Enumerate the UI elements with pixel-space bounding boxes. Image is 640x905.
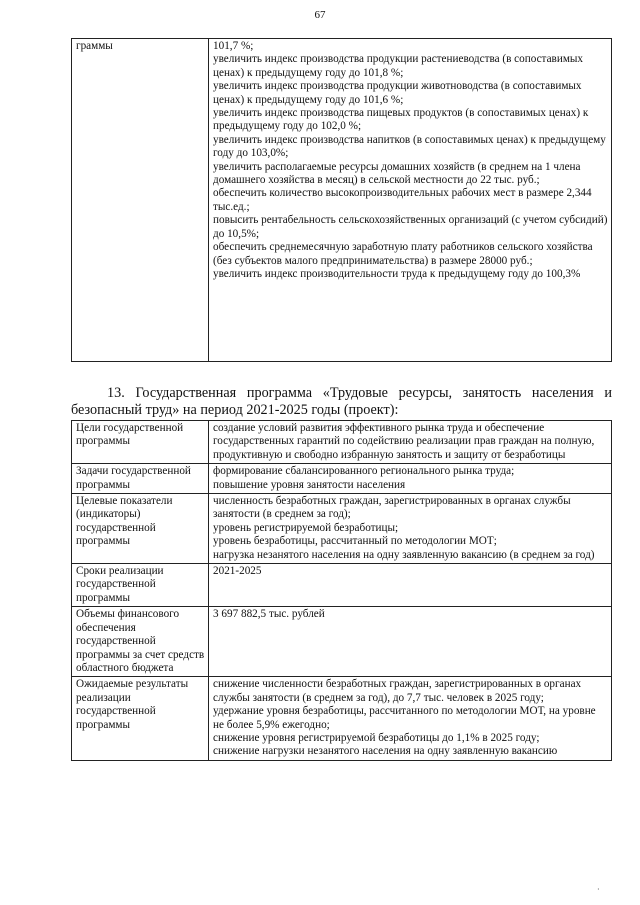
list-item: увеличить индекс производства продукции растениеводства (в сопоставимых ценах) к предыдущему году до 101,8 %; (213, 53, 584, 79)
list-item: создание условий развития эффективного рынка труда и обеспечение государственных гарантий по содействию реализации прав граждан на полную, продуктивную и свободно избранную занятость и защиту от безработицы (213, 422, 595, 461)
row-label-funding: Объемы финансового обеспечения государственной программы за счет средств областного бюджета (72, 607, 209, 677)
list-item: 3 697 882,5 тыс. рублей (213, 608, 325, 621)
list-item: увеличить индекс производства напитков (в сопоставимых ценах) к предыдущему году до 103,0%; (213, 133, 606, 160)
row-content-funding (209, 607, 612, 677)
list-item: обеспечить среднемесячную заработную плату работников сельского хозяйства (без субъектов малого предпринимательства) в размере 28000 руб.; (213, 241, 593, 267)
list-item: снижение нагрузки незанятого населения на одну заявленную вакансию (213, 745, 558, 758)
scan-speck: · (597, 885, 600, 894)
list-item: удержание уровня безработицы, рассчитанного по методологии МОТ, на уровне не более 5,9% ежегодно; (213, 705, 596, 731)
program-passport-table (71, 420, 612, 761)
list-item: уровень безработицы, рассчитанный по методологии МОТ; (213, 535, 497, 548)
table-row (72, 39, 612, 362)
section-heading: 13. Государственная программа «Трудовые ресурсы, занятость населения и безопасный труд» на период 2021-2025 годы (проект): (71, 385, 612, 418)
table-cell-label: граммы (72, 39, 209, 362)
table-row (72, 421, 612, 464)
table-row (72, 677, 612, 760)
table-row (72, 464, 612, 494)
row-content-tasks (209, 464, 612, 494)
row-content-indicators (209, 494, 612, 564)
list-item: увеличить индекс производства продукции животноводства (в сопоставимых ценах) к предыдущему году до 101,6 %; (213, 80, 582, 106)
list-item: увеличить индекс производства пищевых продуктов (в сопоставимых ценах) к предыдущему году до 102,0 %; (213, 107, 589, 133)
row-label-indicators: Целевые показатели (индикаторы) государственной программы (72, 494, 209, 564)
row-label-tasks: Задачи государственной программы (72, 464, 209, 494)
table-row (72, 494, 612, 564)
row-label-period: Сроки реализации государственной программы (72, 564, 209, 607)
row-content-period (209, 564, 612, 607)
row-label-goals: Цели государственной программы (72, 421, 209, 464)
list-item: снижение уровня регистрируемой безработицы до 1,1% в 2025 году; (213, 731, 540, 744)
table-cell-content (209, 39, 612, 362)
row-content-results (209, 677, 612, 760)
list-item: формирование сбалансированного регионального рынка труда; (213, 465, 515, 478)
list-item: 101,7 %; (213, 40, 254, 52)
table-row (72, 607, 612, 677)
list-item: снижение численности безработных граждан, зарегистрированных в органах службы занятости (в среднем за год), до 7,7 тыс. человек в 2025 году; (213, 678, 582, 704)
list-item: нагрузка незанятого населения на одну заявленную вакансию (в среднем за год) (213, 548, 595, 561)
list-item: 2021-2025 (213, 565, 262, 578)
row-label-results: Ожидаемые результаты реализации государственной программы (72, 677, 209, 760)
top-table-continuation (71, 38, 612, 362)
list-item: повысить рентабельность сельскохозяйственных организаций (с учетом субсидий) до 10,5%; (213, 214, 608, 240)
list-item: обеспечить количество высокопроизводительных рабочих мест в размере 2,344 тыс.ед.; (213, 187, 592, 213)
row-content-goals (209, 421, 612, 464)
table-row (72, 564, 612, 607)
page-number: 67 (314, 9, 326, 21)
list-item: увеличить располагаемые ресурсы домашних хозяйств (в среднем на 1 члена домашнего хозяйства в месяц) в сельской местности до 22 тыс. руб.; (213, 160, 581, 187)
list-item: уровень регистрируемой безработицы; (213, 521, 399, 534)
list-item: увеличить индекс производительности труда к предыдущему году до 100,3% (213, 267, 581, 280)
list-item: повышение уровня занятости населения (213, 478, 406, 491)
list-item: численность безработных граждан, зарегистрированных в органах службы занятости (в среднем за год); (213, 495, 571, 521)
